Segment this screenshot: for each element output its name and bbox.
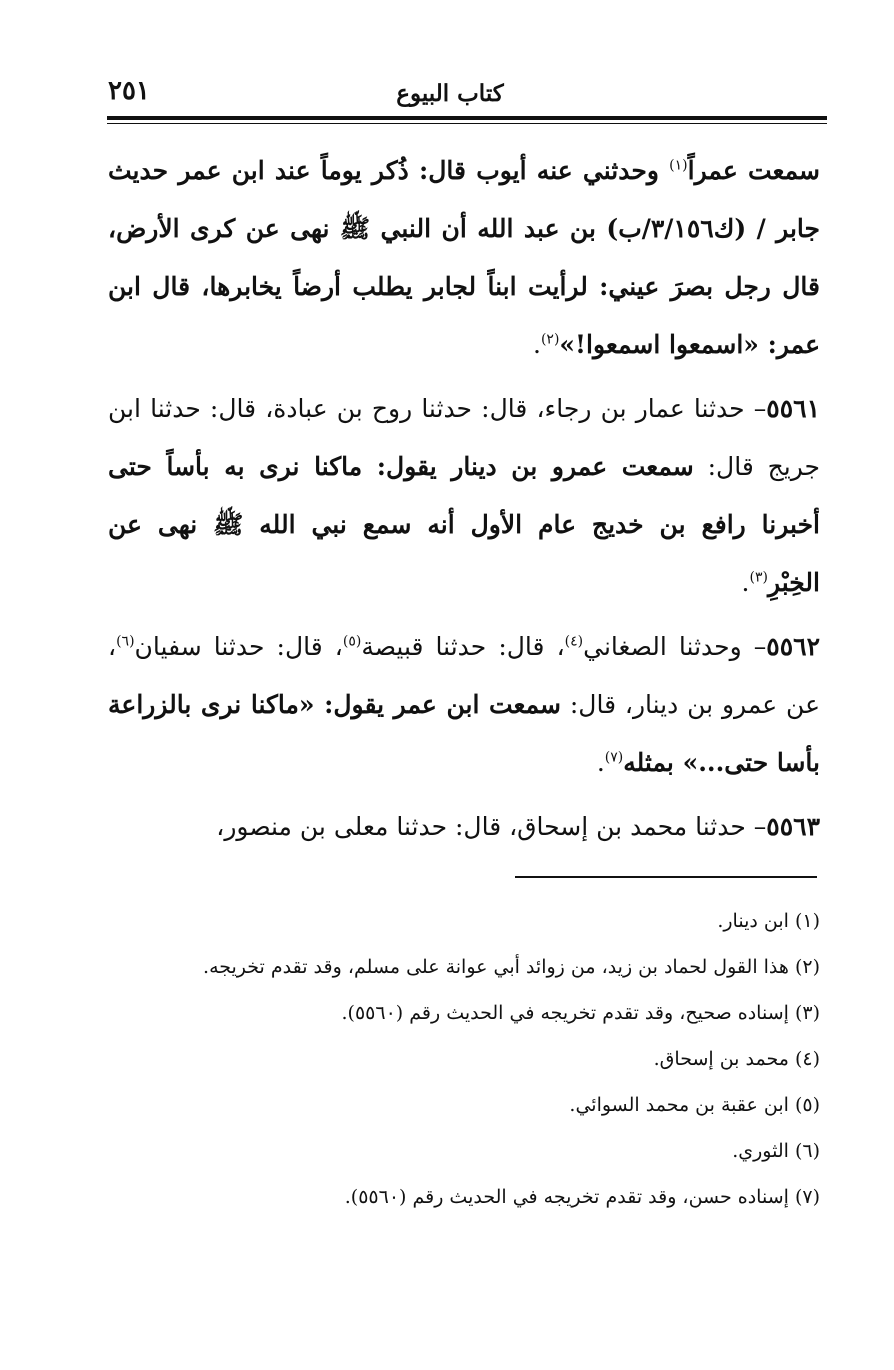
footnote-marker: (١) [669,157,688,174]
footnote-6: (٦) الثوري. [732,1140,820,1162]
text-run: . [533,330,541,359]
bold-text-run: سمعت ابن عمر يقول: «ماكنا نرى بالزراعة بأسا حتى...» بمثله [108,690,820,777]
footnote-2: (٢) هذا القول لحماد بن زيد، من زوائد أبي عوانة على مسلم، وقد تقدم تخريجه. [203,956,820,978]
page-number: ٢٥١ [108,76,150,106]
paragraph-hadith-5562 [108,618,820,792]
paragraph [108,142,820,374]
text-run: – وحدثنا الصغاني [583,632,767,661]
text-run: ، عن عمرو بن دينار، قال: [108,632,820,719]
text-run: . [596,748,605,777]
text-run: ، قال: حدثنا سفيان [134,632,343,661]
bold-text-run: «اسمعوا اسمعوا!» [559,330,759,359]
footnote-marker: (٤) [564,633,584,650]
footnote-4: (٤) محمد بن إسحاق. [653,1048,820,1070]
footnotes [108,898,820,1220]
bold-text-run: ٥٥٦٢ [766,632,820,661]
footnote-1: (١) ابن دينار. [717,910,820,932]
footnote-3: (٣) إسناده صحيح، وقد تقدم تخريجه في الحديث رقم (٥٥٦٠). [341,1002,820,1024]
header-rule-thick [107,116,827,120]
paragraph-hadith-5563 [108,798,820,856]
footnote-marker: (٦) [116,633,135,650]
text-run: ، قال: حدثنا قبيصة [361,632,565,661]
text-run: – حدثنا عمار بن رجاء، قال: حدثنا روح بن عبادة، قال: حدثنا ابن جريج قال: [108,394,820,481]
bold-text-run: ٥٥٦٣ [766,812,820,841]
bold-text-run: ٥٥٦١ [766,394,820,423]
footnote-7: (٧) إسناده حسن، وقد تقدم تخريجه في الحديث رقم (٥٥٦٠). [344,1186,820,1208]
footnote-marker: (٣) [749,569,768,586]
footnote-marker: (٥) [342,633,362,650]
footnote-5: (٥) ابن عقبة بن محمد السوائي. [569,1094,820,1116]
running-title: كتاب البيوع [396,80,504,107]
main-text [108,142,820,856]
bold-text-run: وحدثني عنه أيوب قال: ذُكر يوماً عند ابن عمر حديث جابر / (ك٣/١٥٦/ب) بن عبد الله أن النبي ﷺ نهى عن كرى الأرض، قال رجل بصرَ عيني: لرأيت ابناً لجابر يطلب أرضاً يخابرها، قال ابن عمر: [108,156,820,359]
text-run: . [741,568,750,597]
bold-text-run: سمعت عمراً [687,156,820,185]
footnote-marker: (٧) [604,749,624,766]
footnote-separator [515,876,817,878]
footnote-marker: (٢) [540,331,560,348]
bold-text-run: سمعت عمرو بن دينار يقول: ماكنا نرى به بأساً حتى أخبرنا رافع بن خديج عام الأول أنه سمع نبي الله ﷺ نهى عن الخِبْرِ [108,452,820,597]
text-run: – حدثنا محمد بن إسحاق، قال: حدثنا معلى بن منصور، [216,812,767,841]
paragraph-hadith-5561 [108,380,820,612]
header-rule-thin [107,123,827,124]
